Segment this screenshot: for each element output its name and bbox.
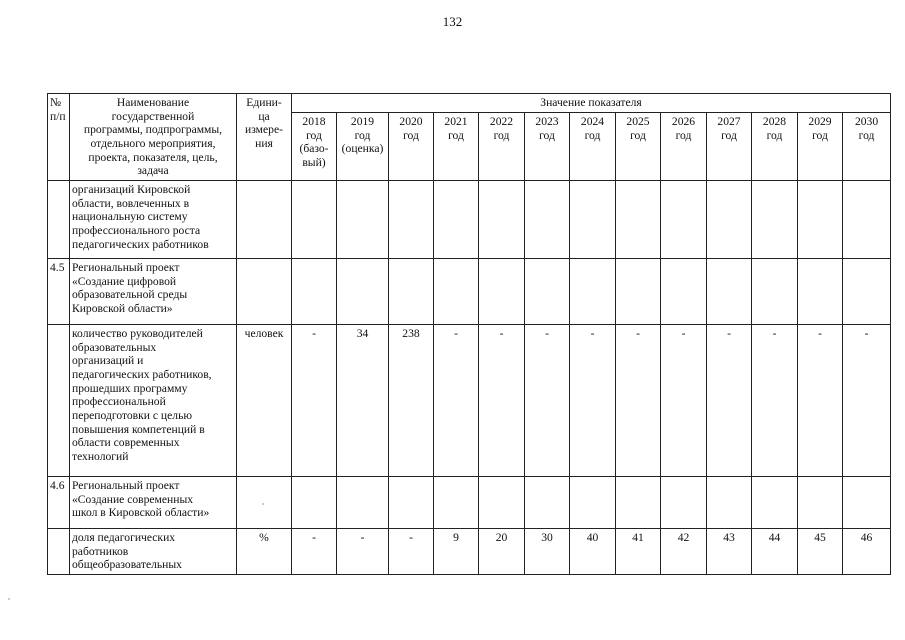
row-number: [48, 325, 70, 477]
value-cell: [752, 181, 798, 259]
value-cell: [337, 259, 389, 325]
value-cell: -: [434, 325, 479, 477]
value-cell: [292, 259, 337, 325]
value-cell: [389, 181, 434, 259]
value-cell: -: [707, 325, 752, 477]
scan-speck: [8, 598, 10, 600]
value-cell: [661, 259, 707, 325]
value-cell: 34: [337, 325, 389, 477]
value-cell: 9: [434, 529, 479, 575]
value-cell: [798, 477, 843, 529]
header-row-1: [48, 94, 891, 113]
row-name: организаций Кировской области, вовлеченных в национальную систему профессионального роста педагогических работников: [70, 181, 237, 259]
value-cell: -: [661, 325, 707, 477]
value-cell: [479, 181, 525, 259]
row-unit: %: [237, 529, 292, 575]
row-number: 4.5: [48, 259, 70, 325]
value-cell: [292, 477, 337, 529]
value-cell: [616, 259, 661, 325]
header-num: № п/п: [48, 94, 70, 181]
header-year: 2020 год: [389, 113, 434, 181]
header-year: 2019 год (оценка): [337, 113, 389, 181]
value-cell: -: [292, 529, 337, 575]
value-cell: [337, 477, 389, 529]
value-cell: 30: [525, 529, 570, 575]
scan-speck: [262, 503, 264, 505]
header-year: 2029 год: [798, 113, 843, 181]
value-cell: [434, 477, 479, 529]
value-cell: 45: [798, 529, 843, 575]
row-number: 4.6: [48, 477, 70, 529]
row-unit: [237, 477, 292, 529]
header-name: Наименование государственной программы, подпрограммы, отдельного мероприятия, проекта, показателя, цель, задача: [70, 94, 237, 181]
value-cell: 42: [661, 529, 707, 575]
table-row: [48, 181, 891, 259]
value-cell: -: [798, 325, 843, 477]
value-cell: -: [616, 325, 661, 477]
value-cell: [707, 259, 752, 325]
value-cell: [843, 181, 891, 259]
row-unit: [237, 181, 292, 259]
value-cell: 44: [752, 529, 798, 575]
row-name: Региональный проект «Создание цифровой образовательной среды Кировской области»: [70, 259, 237, 325]
header-year: 2022 год: [479, 113, 525, 181]
value-cell: [292, 181, 337, 259]
value-cell: [616, 477, 661, 529]
value-cell: [570, 477, 616, 529]
header-year: 2026 год: [661, 113, 707, 181]
value-cell: [570, 181, 616, 259]
value-cell: -: [843, 325, 891, 477]
value-cell: -: [389, 529, 434, 575]
value-cell: [661, 477, 707, 529]
table-row: [48, 259, 891, 325]
value-cell: [434, 259, 479, 325]
row-unit: человек: [237, 325, 292, 477]
value-cell: 40: [570, 529, 616, 575]
row-number: [48, 529, 70, 575]
value-cell: [752, 259, 798, 325]
value-cell: -: [292, 325, 337, 477]
row-number: [48, 181, 70, 259]
header-year: 2027 год: [707, 113, 752, 181]
value-cell: [752, 477, 798, 529]
value-cell: [525, 181, 570, 259]
value-cell: [798, 181, 843, 259]
value-cell: [434, 181, 479, 259]
value-cell: 238: [389, 325, 434, 477]
value-cell: [389, 259, 434, 325]
row-name: количество руководителей образовательных организаций и педагогических работников, прошедших программу профессиональной переподготовки с целью повышения компетенций в области современных технологий: [70, 325, 237, 477]
value-cell: [798, 259, 843, 325]
header-year: 2030 год: [843, 113, 891, 181]
table-row: [48, 529, 891, 575]
value-cell: -: [525, 325, 570, 477]
value-cell: -: [570, 325, 616, 477]
row-name: доля педагогических работников общеобразовательных: [70, 529, 237, 575]
value-cell: [843, 259, 891, 325]
row-unit: [237, 259, 292, 325]
value-cell: [337, 181, 389, 259]
table-row: [48, 325, 891, 477]
value-cell: [843, 477, 891, 529]
table-row: [48, 477, 891, 529]
value-cell: 41: [616, 529, 661, 575]
header-unit: Едини- ца измере- ния: [237, 94, 292, 181]
value-cell: [525, 477, 570, 529]
value-cell: [570, 259, 616, 325]
value-cell: [479, 259, 525, 325]
value-cell: [661, 181, 707, 259]
row-name: Региональный проект «Создание современных школ в Кировской области»: [70, 477, 237, 529]
header-year: 2024 год: [570, 113, 616, 181]
value-cell: [525, 259, 570, 325]
header-year: 2028 год: [752, 113, 798, 181]
header-value-group: Значение показателя: [292, 94, 891, 113]
value-cell: [389, 477, 434, 529]
indicators-table: [47, 93, 891, 575]
value-cell: -: [479, 325, 525, 477]
page-number: 132: [442, 14, 463, 29]
value-cell: 43: [707, 529, 752, 575]
header-year: 2021 год: [434, 113, 479, 181]
header-year: 2025 год: [616, 113, 661, 181]
value-cell: [616, 181, 661, 259]
header-year: 2023 год: [525, 113, 570, 181]
value-cell: -: [752, 325, 798, 477]
value-cell: [707, 477, 752, 529]
value-cell: 46: [843, 529, 891, 575]
value-cell: [479, 477, 525, 529]
header-year: 2018 год (базо- вый): [292, 113, 337, 181]
value-cell: [707, 181, 752, 259]
table-body: [48, 181, 891, 575]
value-cell: -: [337, 529, 389, 575]
value-cell: 20: [479, 529, 525, 575]
